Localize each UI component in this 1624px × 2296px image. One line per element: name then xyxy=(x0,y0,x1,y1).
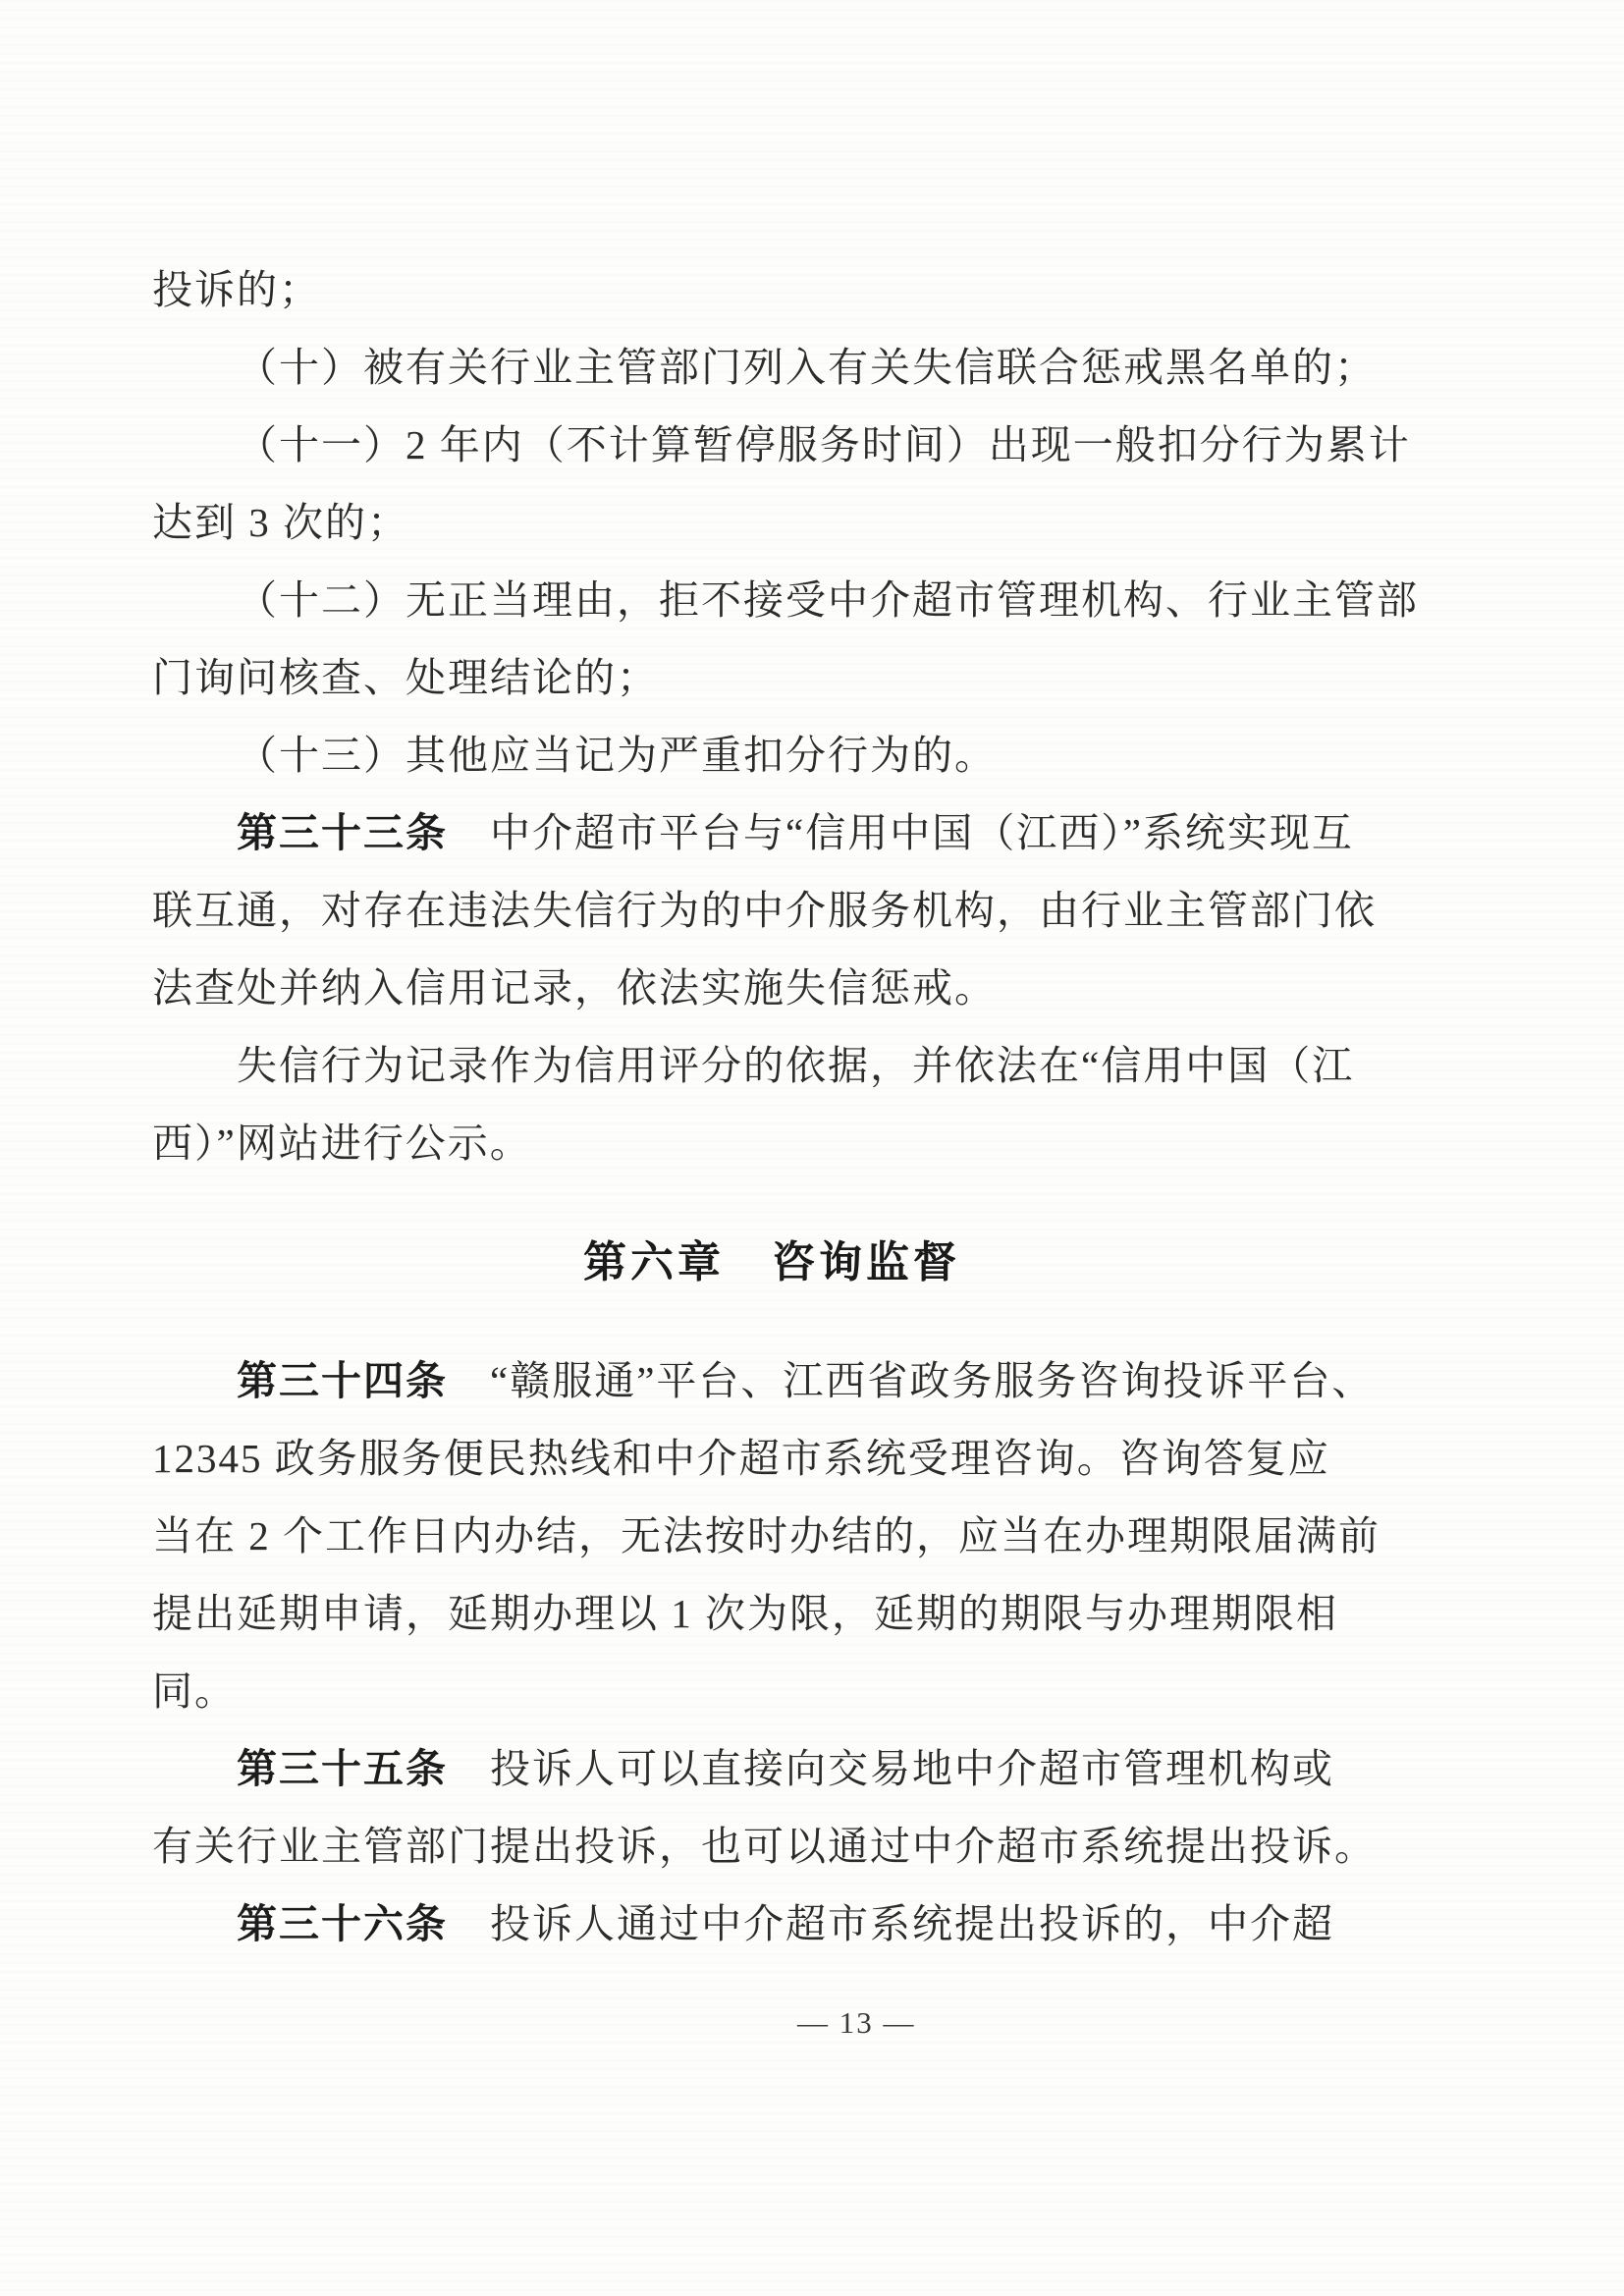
article-number: 第三十六条 xyxy=(237,1901,448,1946)
line-text: （十一）2 年内（不计算暂停服务时间）出现一般扣分行为累计 xyxy=(237,422,1411,467)
line-text: 同。 xyxy=(152,1668,237,1714)
line-text: 法查处并纳入信用记录，依法实施失信惩戒。 xyxy=(152,965,997,1011)
text-line xyxy=(152,484,1391,562)
line-text: 西）”网站进行公示。 xyxy=(152,1121,532,1166)
text-line xyxy=(152,1105,1391,1182)
line-text: 12345 政务服务便民热线和中介超市系统受理咨询。咨询答复应 xyxy=(152,1436,1330,1481)
text-line xyxy=(152,562,1419,639)
article-number: 第三十四条 xyxy=(237,1358,448,1403)
text-line xyxy=(152,407,1411,484)
text-line xyxy=(152,251,1391,329)
line-text: 提出延期申请，延期办理以 1 次为限，延期的期限与办理期限相 xyxy=(152,1591,1338,1636)
page-number: — 13 — xyxy=(797,2005,916,2040)
document-body xyxy=(152,251,1419,1963)
line-text: 投诉人通过中介超市系统提出投诉的，中介超 xyxy=(448,1901,1334,1946)
line-text: 失信行为记录作为信用评分的依据，并依法在“信用中国（江 xyxy=(237,1043,1355,1088)
line-text: 中介超市平台与“信用中国（江西）”系统实现互 xyxy=(448,810,1354,855)
text-line xyxy=(152,639,1391,717)
line-text: （十二）无正当理由，拒不接受中介超市管理机构、行业主管部 xyxy=(237,577,1419,623)
text-line xyxy=(152,1653,1391,1730)
line-text: 投诉人可以直接向交易地中介超市管理机构或 xyxy=(448,1746,1334,1791)
text-line xyxy=(152,1575,1391,1653)
line-text: 投诉的； xyxy=(152,267,321,312)
line-text: （十三）其他应当记为严重扣分行为的。 xyxy=(237,733,997,778)
line-text: 当在 2 个工作日内办结，无法按时办结的，应当在办理期限届满前 xyxy=(152,1513,1380,1558)
line-text: “赣服通”平台、江西省政务服务咨询投诉平台、 xyxy=(448,1358,1375,1403)
text-line xyxy=(152,872,1391,950)
line-text: 达到 3 次的； xyxy=(152,500,409,545)
text-line xyxy=(152,329,1391,407)
chapter-heading-text: 第六章 咨询监督 xyxy=(583,1238,960,1286)
text-line xyxy=(152,1342,1391,1420)
text-line xyxy=(152,1027,1391,1105)
line-text: 联互通，对存在违法失信行为的中介服务机构，由行业主管部门依 xyxy=(152,888,1377,933)
line-text: （十）被有关行业主管部门列入有关失信联合惩戒黑名单的； xyxy=(237,345,1377,390)
chapter-heading xyxy=(152,1224,1391,1301)
text-line xyxy=(152,1808,1391,1886)
line-text: 门询问核查、处理结论的； xyxy=(152,655,659,700)
text-line xyxy=(152,794,1391,872)
text-line xyxy=(152,1730,1391,1808)
text-line xyxy=(152,950,1391,1027)
text-line xyxy=(152,1886,1391,1963)
article-number: 第三十五条 xyxy=(237,1746,448,1791)
article-number: 第三十三条 xyxy=(237,810,448,855)
text-line xyxy=(152,1420,1391,1498)
text-line xyxy=(152,1498,1391,1575)
line-text: 有关行业主管部门提出投诉，也可以通过中介超市系统提出投诉。 xyxy=(152,1824,1377,1869)
text-line xyxy=(152,717,1391,794)
